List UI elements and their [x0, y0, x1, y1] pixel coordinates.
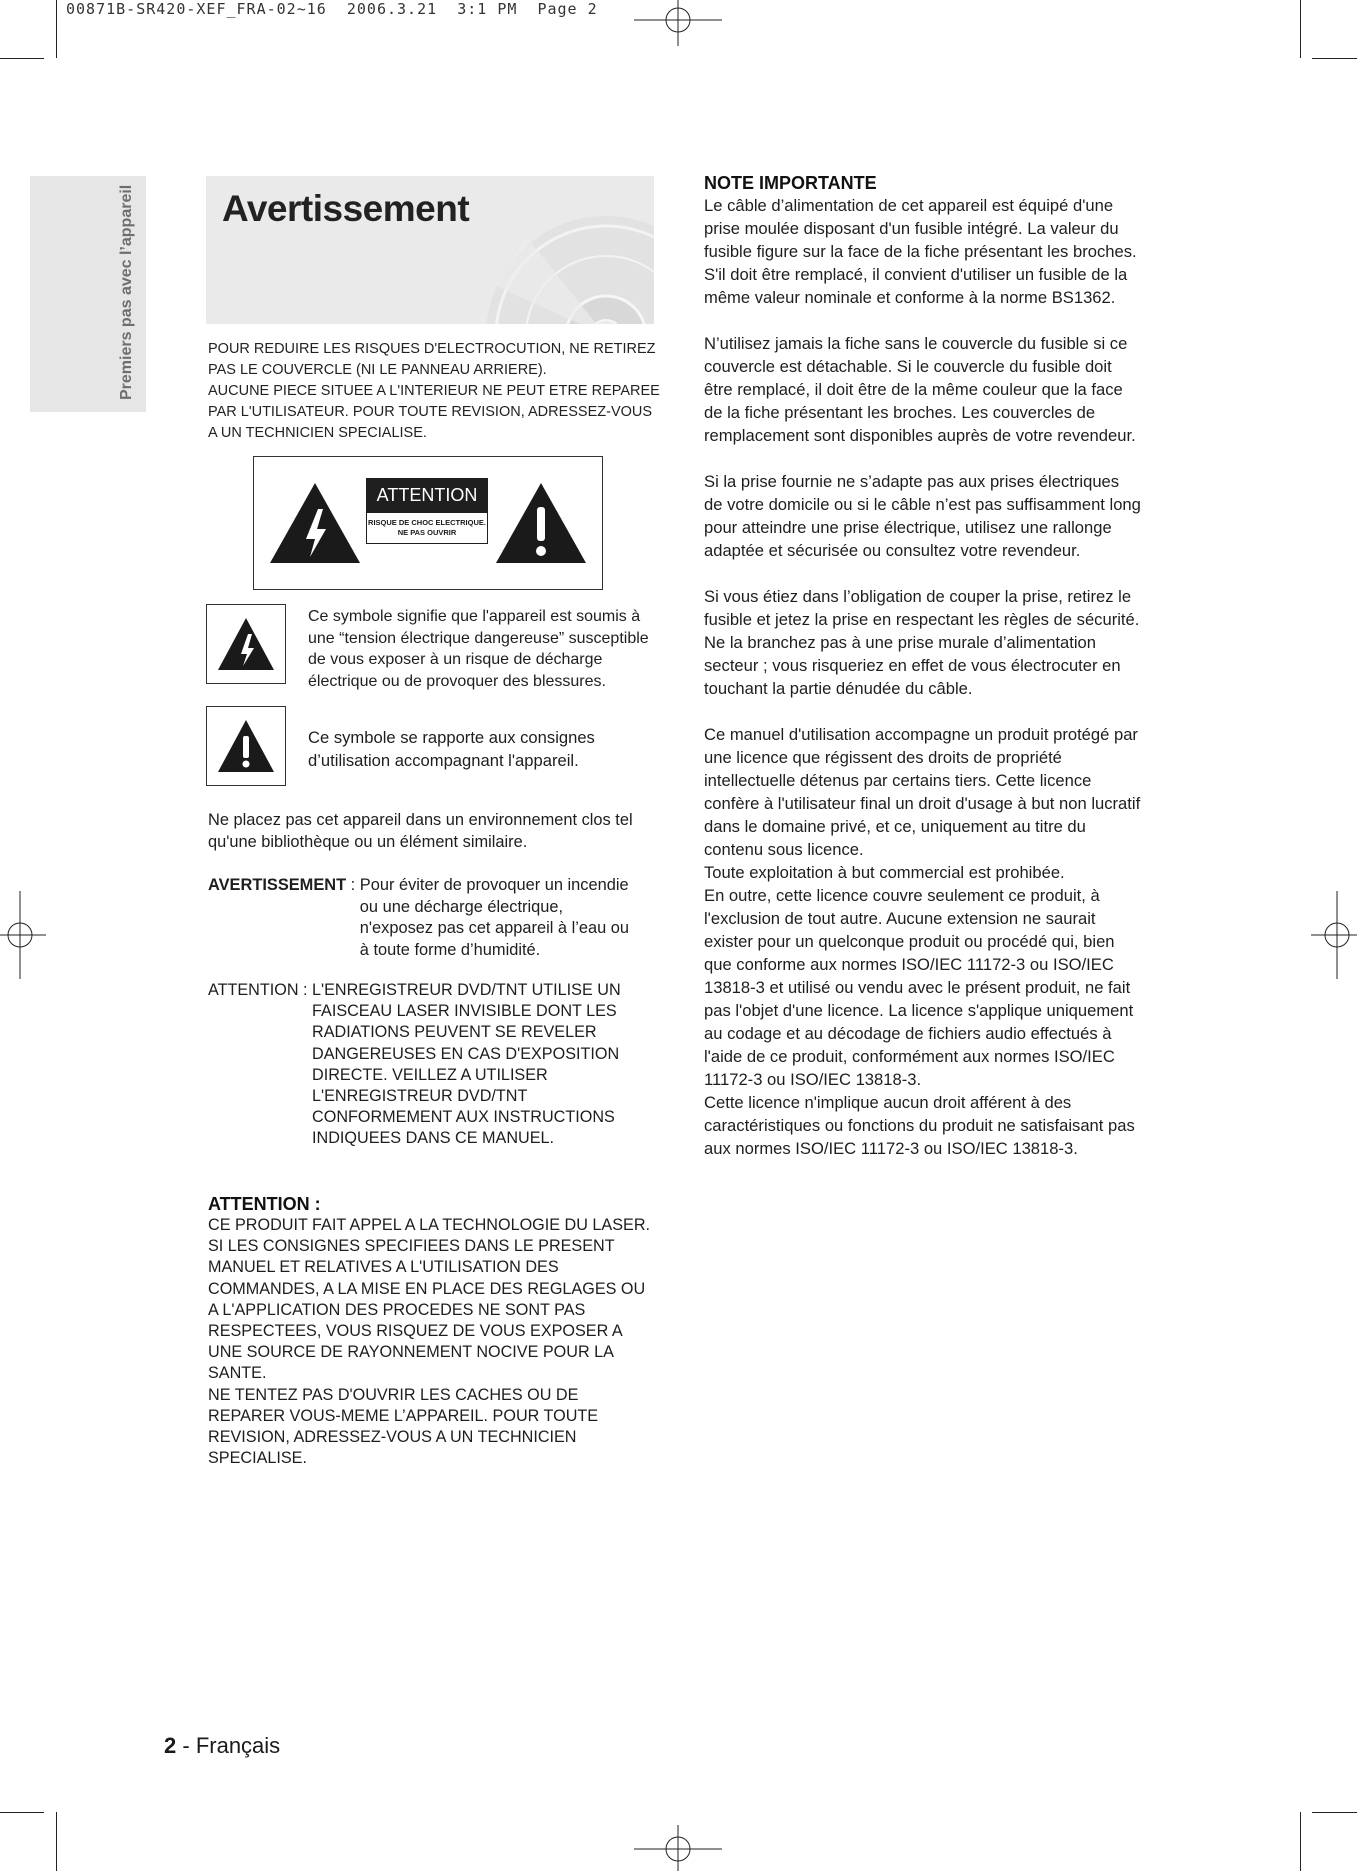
- text-line: CONFORMEMENT AUX INSTRUCTIONS: [312, 1108, 615, 1127]
- text-line: de votre domicile ou si le câble n’est pas suffisamment long: [704, 495, 1141, 514]
- text-line: d’utilisation accompagnant l'appareil.: [308, 751, 579, 770]
- text-line: Ce symbole signifie que l'appareil est soumis à: [308, 608, 641, 625]
- caps-warning-line: POUR REDUIRE LES RISQUES D'ELECTROCUTION, NE RETIREZ: [208, 341, 656, 357]
- footer-separator: -: [176, 1733, 196, 1758]
- caps-warning-line: PAS LE COUVERCLE (NI LE PANNEAU ARRIERE).: [208, 362, 547, 378]
- note-paragraph-3: [704, 470, 1174, 562]
- text-line: de vous exposer à un risque de décharge: [308, 651, 603, 668]
- text-line: REVISION, ADRESSEZ-VOUS A UN TECHNICIEN: [208, 1428, 577, 1447]
- text-line: INDIQUEES DANS CE MANUEL.: [312, 1129, 554, 1148]
- label-subtitle: [366, 512, 488, 544]
- text-line: Ce symbole se rapporte aux consignes: [308, 728, 595, 747]
- text-line: dans le domaine privé, et ce, uniquement au titre du: [704, 817, 1086, 836]
- footer-language: Français: [195, 1733, 281, 1758]
- text-line: FAISCEAU LASER INVISIBLE DONT LES: [312, 1002, 617, 1021]
- text-line: Ne la branchez pas à une prise murale d’alimentation: [704, 633, 1097, 652]
- disc-graphic: [456, 206, 654, 324]
- avertissement-sep: :: [346, 876, 360, 894]
- text-line: exister pour un quelconque produit ou procédé qui, bien: [704, 932, 1115, 951]
- symbol-lightning-text: [308, 606, 658, 692]
- exclamation-triangle-icon: [494, 481, 588, 565]
- page-footer: [164, 1733, 280, 1759]
- crop-mark: [56, 1812, 57, 1871]
- text-line: 11172-3 ou ISO/IEC 13818-3.: [704, 1070, 922, 1089]
- text-line: Ce manuel d'utilisation accompagne un produit protégé par: [704, 725, 1138, 744]
- registration-mark-right: [1309, 885, 1357, 985]
- label-subtitle-line: RISQUE DE CHOC ELECTRIQUE.: [368, 518, 486, 527]
- text-line: confère à l'utilisateur final un droit d'usage à but non lucratif: [704, 794, 1141, 813]
- attention-heading: ATTENTION :: [208, 1194, 321, 1214]
- text-line: COMMANDES, A LA MISE EN PLACE DES REGLAGES OU: [208, 1279, 646, 1298]
- text-line: l'exclusion de tout autre. Aucune extension ne saurait: [704, 909, 1096, 928]
- text-line: SI LES CONSIGNES SPECIFIEES DANS LE PRESENT: [208, 1237, 615, 1256]
- text-line: touchant la partie dénudée du câble.: [704, 679, 973, 698]
- registration-mark-left: [0, 885, 48, 985]
- crop-mark: [1300, 1812, 1301, 1871]
- note-paragraph-2: [704, 332, 1174, 447]
- text-line: Toute exploitation à but commercial est prohibée.: [704, 863, 1065, 882]
- lightning-triangle-icon: [216, 616, 276, 672]
- print-header: 00871B-SR420-XEF_FRA-02~16 2006.3.21 3:1 PM Page 2: [66, 0, 598, 18]
- side-tab-label: Premiers pas avec l’appareil: [118, 184, 135, 400]
- text-line: RADIATIONS PEUVENT SE REVELER: [312, 1023, 597, 1042]
- text-line: Si vous étiez dans l’obligation de couper la prise, retirez le: [704, 587, 1132, 606]
- caps-warning-line: PAR L'UTILISATEUR. POUR TOUTE REVISION, ADRESSEZ-VOUS: [208, 404, 653, 420]
- text-line: prise moulée disposant d'un fusible intégré. La valeur du: [704, 219, 1119, 238]
- text-line: caractéristiques ou fonctions du produit ne satisfaisant pas: [704, 1116, 1135, 1135]
- note-section: [704, 173, 1174, 1160]
- text-line: N’utilisez jamais la fiche sans le couvercle du fusible si ce: [704, 334, 1128, 353]
- text-line: couvercle est détachable. Si le couvercle du fusible doit: [704, 357, 1112, 376]
- text-line: SPECIALISE.: [208, 1449, 307, 1468]
- text-line: pour atteindre une prise électrique, utilisez une rallonge: [704, 518, 1112, 537]
- text-line: En outre, cette licence couvre seulement ce produit, à: [704, 886, 1100, 905]
- crop-mark: [1312, 1812, 1357, 1813]
- text-line: NE TENTEZ PAS D'OUVRIR LES CACHES OU DE: [208, 1385, 579, 1404]
- text-line: Si la prise fournie ne s’adapte pas aux prises électriques: [704, 472, 1120, 491]
- side-tab-anchor: [118, 184, 135, 401]
- text-line: l'aide de ce produit, conformément aux normes ISO/IEC: [704, 1047, 1115, 1066]
- text-line: qu'une bibliothèque ou un élément similaire.: [208, 832, 528, 851]
- text-line: même valeur nominale et conforme à la norme BS1362.: [704, 288, 1116, 307]
- label-subtitle-line: NE PAS OUVRIR: [397, 528, 457, 537]
- title-box: [206, 176, 654, 324]
- crop-mark: [1300, 0, 1301, 58]
- text-line: Pour éviter de provoquer un incendie: [359, 876, 629, 894]
- attention-laser-block: [208, 980, 668, 1150]
- crop-mark: [1312, 58, 1357, 59]
- text-line: A L'APPLICATION DES PROCEDES NE SONT PAS: [208, 1300, 586, 1319]
- text-line: adaptée et sécurisée ou consultez votre revendeur.: [704, 541, 1081, 560]
- text-line: au codage et au décodage de fichiers audio effectués à: [704, 1024, 1112, 1043]
- text-line: de la fiche présentant les broches. Les couvercles de: [704, 403, 1096, 422]
- symbol-exclaim-text: [308, 726, 658, 772]
- label-title: ATTENTION: [366, 478, 488, 512]
- text-line: contenu sous licence.: [704, 840, 864, 859]
- text-line: L'ENREGISTREUR DVD/TNT: [312, 1087, 528, 1106]
- text-line: RESPECTEES, VOUS RISQUEZ DE VOUS EXPOSER A: [208, 1322, 623, 1341]
- text-line: secteur ; vous risqueriez en effet de vous électrocuter en: [704, 656, 1121, 675]
- text-line: CE PRODUIT FAIT APPEL A LA TECHNOLOGIE DU LASER.: [208, 1216, 651, 1234]
- text-line: REPARER VOUS-MEME L’APPAREIL. POUR TOUTE: [208, 1406, 599, 1425]
- registration-mark-top: [628, 0, 728, 46]
- text-line: une licence que régissent des droits de propriété: [704, 748, 1062, 767]
- caps-warning: [208, 339, 668, 444]
- text-line: S'il doit être remplacé, il convient d'utiliser un fusible de la: [704, 265, 1128, 284]
- text-line: être remplacé, il doit être de la même couleur que la face: [704, 380, 1123, 399]
- text-line: Le câble d’alimentation de cet appareil est équipé d'une: [704, 196, 1114, 215]
- page-title: Avertissement: [222, 188, 470, 229]
- text-line: MANUEL ET RELATIVES A L'UTILISATION DES: [208, 1258, 559, 1277]
- avertissement-label: AVERTISSEMENT: [208, 876, 347, 894]
- note-paragraph-4: [704, 585, 1174, 700]
- note-heading: NOTE IMPORTANTE: [704, 173, 877, 193]
- text-line: à toute forme d’humidité.: [359, 940, 541, 959]
- text-line: ou une décharge électrique,: [359, 897, 564, 916]
- text-line: pas l'objet d'une licence. La licence s'applique uniquement: [704, 1001, 1134, 1020]
- text-line: DIRECTE. VEILLEZ A UTILISER: [312, 1065, 548, 1084]
- text-line: n'exposez pas cet appareil à l’eau ou: [359, 919, 630, 937]
- symbol-box-lightning: [206, 604, 286, 684]
- text-line: une “tension électrique dangereuse” susceptible: [308, 629, 649, 647]
- text-line: aux normes ISO/IEC 11172-3 ou ISO/IEC 13818-3.: [704, 1139, 1078, 1158]
- crop-mark: [0, 58, 44, 59]
- symbol-box-exclamation: [206, 706, 286, 786]
- text-line: UNE SOURCE DE RAYONNEMENT NOCIVE POUR LA: [208, 1343, 614, 1362]
- crop-mark: [0, 1812, 44, 1813]
- text-line: électrique ou de provoquer des blessures.: [308, 672, 606, 690]
- caps-warning-line: A UN TECHNICIEN SPECIALISE.: [208, 425, 427, 441]
- avertissement-block: [208, 875, 668, 961]
- exclamation-triangle-icon: [216, 718, 276, 774]
- text-line: 13818-3 et utilisé ou vendu avec le présent produit, ne fait: [704, 978, 1131, 997]
- placement-note: [208, 810, 668, 853]
- warning-label: [253, 456, 603, 590]
- page-number: 2: [164, 1733, 177, 1758]
- text-line: Cette licence n'implique aucun droit afférent à des: [704, 1093, 1072, 1112]
- registration-mark-bottom: [628, 1825, 728, 1871]
- text-line: L'ENREGISTREUR DVD/TNT UTILISE UN: [312, 981, 621, 999]
- text-line: que conforme aux normes ISO/IEC 11172-3 ou ISO/IEC: [704, 955, 1114, 974]
- note-paragraph-5: [704, 723, 1174, 1160]
- lightning-triangle-icon: [268, 481, 362, 565]
- text-line: Ne placez pas cet appareil dans un environnement clos tel: [208, 811, 633, 829]
- attention-section: [208, 1194, 678, 1469]
- text-line: intellectuelle détenus par certains tiers. Cette licence: [704, 771, 1092, 790]
- text-line: DANGEREUSES EN CAS D'EXPOSITION: [312, 1044, 620, 1063]
- text-line: remplacement sont disponibles auprès de votre revendeur.: [704, 426, 1136, 445]
- text-line: SANTE.: [208, 1364, 267, 1383]
- attention-laser-label: ATTENTION :: [208, 981, 313, 999]
- text-line: fusible et jetez la prise en respectant les règles de sécurité.: [704, 610, 1140, 629]
- caps-warning-line: AUCUNE PIECE SITUEE A L'INTERIEUR NE PEUT ETRE REPAREE: [208, 383, 660, 399]
- text-line: fusible figure sur la face de la fiche présentant les broches.: [704, 242, 1137, 261]
- note-paragraph-1: [704, 194, 1174, 309]
- crop-mark: [56, 0, 57, 58]
